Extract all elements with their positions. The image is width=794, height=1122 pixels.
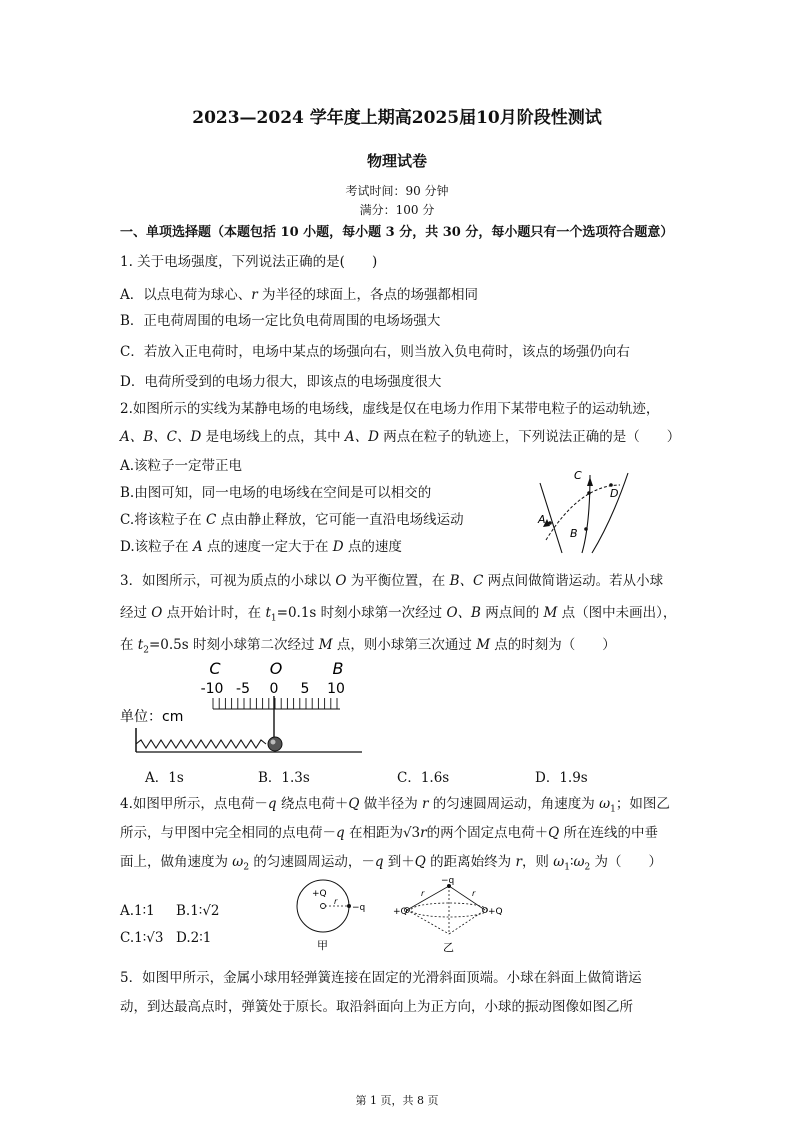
q2-option-a: A.该粒子一定带正电 <box>120 458 243 474</box>
q4-jia-caption: 甲 <box>317 939 328 952</box>
q1-stem: 1. 关于电场强度，下列说法正确的是( ) <box>120 254 378 270</box>
q4-jia-minus-q: −q <box>352 903 366 913</box>
q4-option-c: C.1∶√3 <box>120 930 164 946</box>
section-heading: 一、单项选择题（本题包括 10 小题，每小题 3 分，共 30 分，每小题只有一个选项符合题意） <box>120 225 674 240</box>
subject-title: 物理试卷 <box>366 152 427 170</box>
q1-option-a: A．以点电荷为球心、r 为半径的球面上，各点的场强都相同 <box>120 287 479 303</box>
q1-option-d: D．电荷所受到的电场力很大，即该点的电场强度很大 <box>120 374 442 390</box>
q2-option-c: C.将该粒子在 C 点由静止释放，它可能一直沿电场线运动 <box>120 512 464 528</box>
q3-stem-line2: 经过 O 点开始计时，在 $t_1=0.1s$ 时刻小球第一次经过 O、B 两点间的 M 点（图中未画出）， <box>120 605 677 624</box>
q3-option-c: C．1.6s <box>397 770 450 786</box>
q4-option-a: A.1∶1 <box>120 903 155 919</box>
q4-stem-line3: 面上，做角速度为 $\omega_2$ 的匀速圆周运动，－q 到＋Q 的距离始终为 r，则 $\omega_1∶\omega_2$ 为（ ） <box>120 854 663 873</box>
q3-tick-label: -5 <box>236 681 250 697</box>
q5-stem-line2: 动，到达最高点时，弹簧处于原长。取沿斜面向上为正方向，小球的振动图像如图乙所 <box>120 999 633 1015</box>
q4-stem-line2: 所示，与甲图中完全相同的点电荷－q 在相距为√3r的两个固定点电荷＋Q 所在连线的中垂 <box>120 825 658 841</box>
q5-stem-line1: 5．如图甲所示，金属小球用轻弹簧连接在固定的光滑斜面顶端。小球在斜面上做简谐运 <box>120 970 642 986</box>
q3-label-c: C <box>209 659 221 678</box>
q4-yi-r-left: r <box>421 889 425 898</box>
q2-option-b: B.由图可知，同一电场的电场线在空间是可以相交的 <box>120 485 432 501</box>
q4-jia-r: r <box>334 897 338 906</box>
q3-tick-label: 10 <box>327 681 345 697</box>
q4-figure-yi <box>393 874 503 956</box>
q1-option-c: C．若放入正电荷时，电场中某点的场强向右，则当放入负电荷时，该点的场强仍向右 <box>120 344 630 360</box>
q4-yi-r-right: r <box>472 889 476 898</box>
q4-jia-plus-q: +Q <box>312 889 327 899</box>
q2-label-c: C <box>574 469 582 482</box>
q4-yi-plus-q-left: +Q <box>393 907 408 917</box>
exam-title: 2023—2024 学年度上期高2025届10月阶段性测试 <box>192 108 602 128</box>
q3-option-b: B．1.3s <box>258 770 310 786</box>
q4-option-d: D.2∶1 <box>176 930 212 946</box>
q2-option-d: D.该粒子在 A 点的速度一定大于在 D 点的速度 <box>120 539 402 555</box>
q3-stem-line3: 在 $t_2=0.5s$ 时刻小球第二次经过 M 点，则小球第三次通过 M 点的时刻为（ ） <box>120 637 616 656</box>
q3-label-b: B <box>332 659 344 678</box>
q3-option-d: D．1.9s <box>535 770 588 786</box>
q4-option-b: B.1∶√2 <box>176 903 220 919</box>
q3-option-a: A．1s <box>145 770 184 786</box>
q2-label-b: B <box>570 527 578 540</box>
page-footer: 第 1 页，共 8 页 <box>355 1094 439 1107</box>
q2-label-d: D <box>610 487 619 500</box>
q4-yi-caption: 乙 <box>443 941 454 954</box>
q3-tick-label: 5 <box>300 681 310 697</box>
q4-figure-jia <box>290 874 370 956</box>
q1-option-b: B．正电荷周围的电场一定比负电荷周围的电场场强大 <box>120 313 441 329</box>
q2-stem-line1: 2.如图所示的实线为某静电场的电场线，虚线是仅在电场力作用下某带电粒子的运动轨迹， <box>120 401 660 417</box>
q3-tick-label: -10 <box>200 681 224 697</box>
q4-yi-minus-q: −q <box>441 876 455 886</box>
q3-tick-label: 0 <box>269 681 279 697</box>
q3-unit-label: 单位：cm <box>120 709 184 725</box>
q2-stem-line2: A、B、C、D 是电场线上的点，其中 A、D 两点在粒子的轨迹上，下列说法正确的是（ ） <box>120 429 681 445</box>
q3-label-o: O <box>269 659 283 678</box>
exam-score: 满分：100 分 <box>359 203 435 217</box>
q4-yi-plus-q-right: +Q <box>488 907 503 917</box>
q2-field-line-figure <box>520 465 660 555</box>
q4-stem-line1: 4.如图甲所示，点电荷－q 绕点电荷＋Q 做半径为 r 的匀速圆周运动，角速度为 $\omega_1$；如图乙 <box>120 796 670 815</box>
q2-label-a: A <box>538 513 546 526</box>
q3-spring-figure <box>118 656 368 758</box>
exam-time: 考试时间：90 分钟 <box>345 184 449 198</box>
q3-stem-line1: 3．如图所示，可视为质点的小球以 O 为平衡位置，在 B、C 两点间做简谐运动。若从小球 <box>120 573 664 589</box>
